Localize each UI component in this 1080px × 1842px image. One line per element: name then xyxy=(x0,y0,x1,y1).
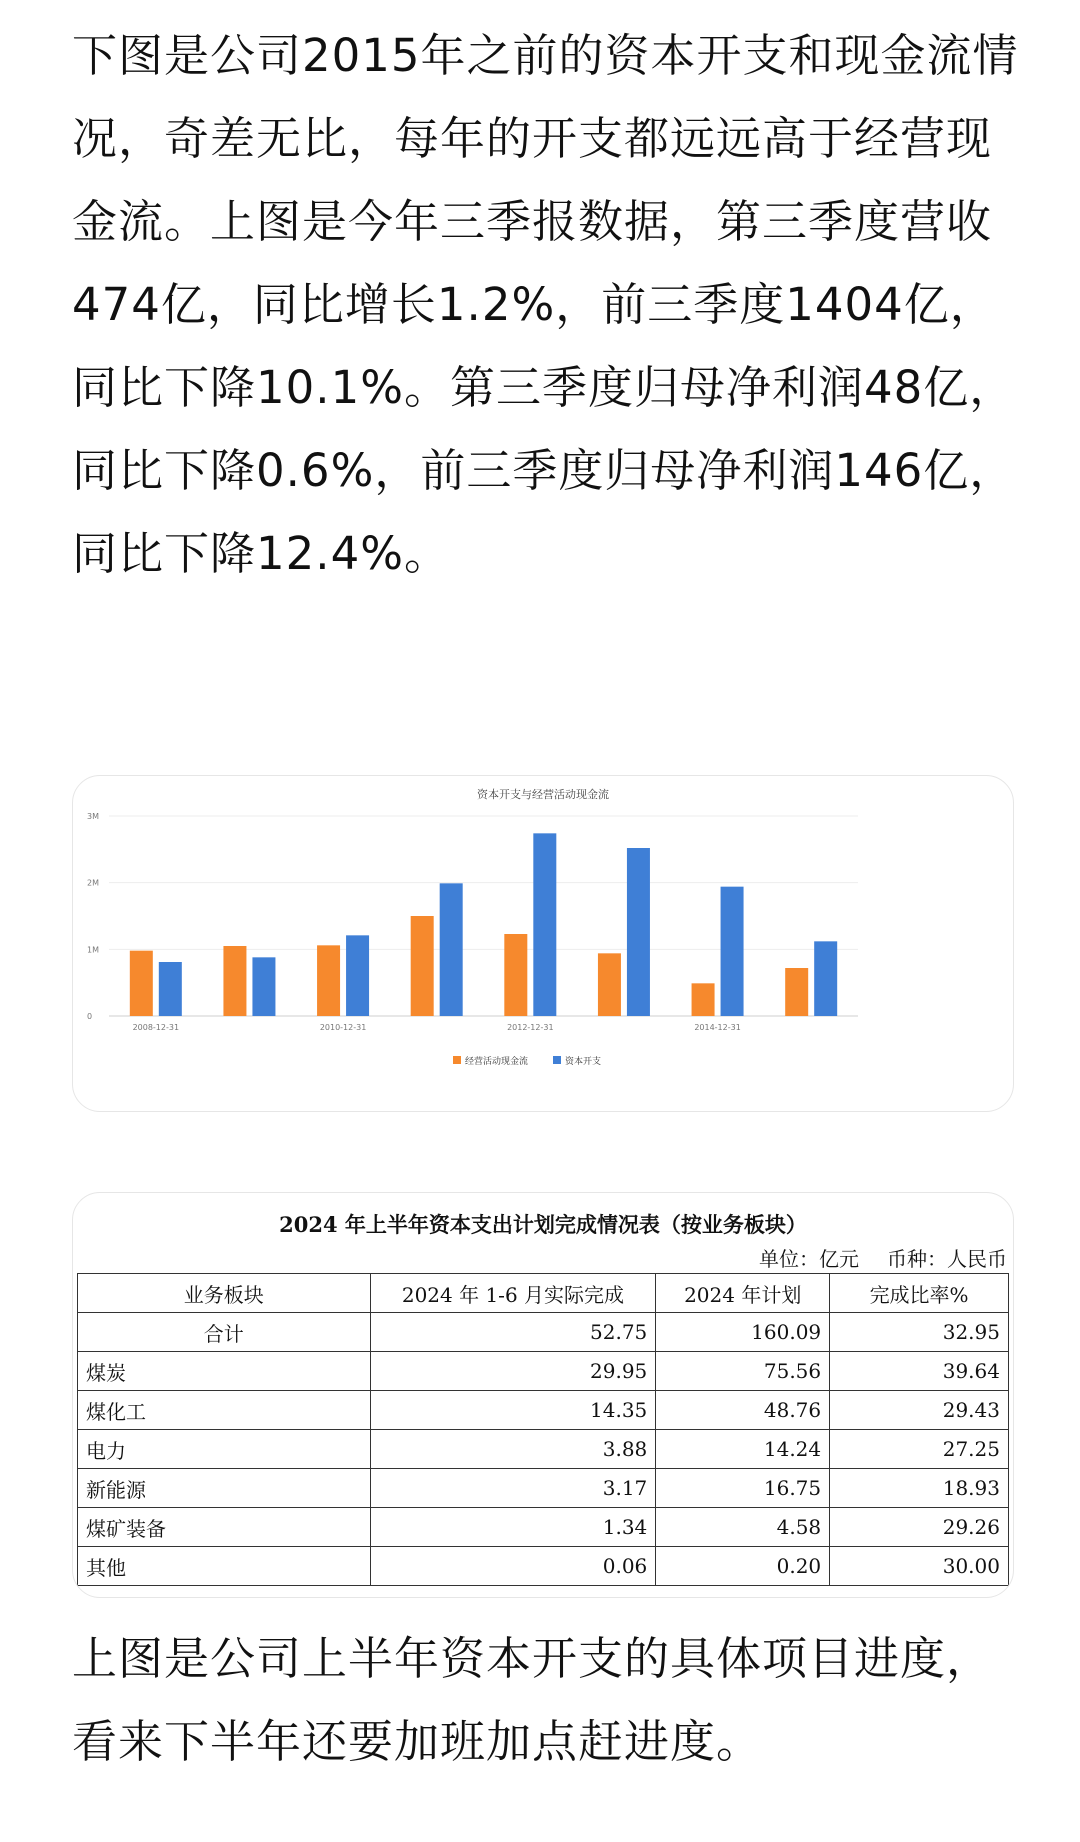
y-tick-label: 3M xyxy=(87,812,99,821)
bar-capex xyxy=(346,935,369,1016)
bar-capex xyxy=(721,887,744,1016)
table-row xyxy=(78,1547,1009,1586)
capex-plan-table-card xyxy=(72,1192,1014,1598)
row-actual: 3.88 xyxy=(370,1430,656,1469)
bar-operating-cashflow xyxy=(130,951,153,1016)
row-actual: 14.35 xyxy=(370,1391,656,1430)
row-plan: 14.24 xyxy=(656,1430,830,1469)
row-ratio: 27.25 xyxy=(830,1430,1009,1469)
closing-paragraph: 上图是公司上半年资本开支的具体项目进度，看来下半年还要加班加点赶进度。 xyxy=(72,1632,993,1768)
row-segment: 电力 xyxy=(78,1430,371,1469)
unit-label: 单位：亿元 xyxy=(759,1247,859,1271)
table-row xyxy=(78,1508,1009,1547)
table-row xyxy=(78,1469,1009,1508)
bar-operating-cashflow xyxy=(785,968,808,1016)
table-header-row xyxy=(78,1274,1009,1313)
row-segment: 煤化工 xyxy=(78,1391,371,1430)
row-plan: 160.09 xyxy=(656,1313,830,1352)
row-ratio: 29.43 xyxy=(830,1391,1009,1430)
row-plan: 75.56 xyxy=(656,1352,830,1391)
legend-label: 经营活动现金流 xyxy=(465,1057,529,1067)
row-plan: 4.58 xyxy=(656,1508,830,1547)
header-actual: 2024 年 1-6 月实际完成 xyxy=(370,1274,656,1313)
row-ratio: 30.00 xyxy=(830,1547,1009,1586)
row-actual: 3.17 xyxy=(370,1469,656,1508)
row-actual: 0.06 xyxy=(370,1547,656,1586)
bar-capex xyxy=(814,941,837,1016)
currency-label: 币种：人民币 xyxy=(887,1247,1007,1271)
y-tick-label: 0 xyxy=(87,1012,93,1021)
row-segment: 煤矿装备 xyxy=(78,1508,371,1547)
bar-operating-cashflow xyxy=(692,983,715,1016)
legend-swatch xyxy=(453,1056,461,1064)
row-actual: 29.95 xyxy=(370,1352,656,1391)
row-ratio: 29.26 xyxy=(830,1508,1009,1547)
table-row xyxy=(78,1430,1009,1469)
x-tick-label: 2008-12-31 xyxy=(132,1023,180,1032)
capex-plan-table xyxy=(77,1273,1009,1586)
intro-paragraph: 下图是公司2015年之前的资本开支和现金流情况，奇差无比，每年的开支都远远高于经营现金流。上图是今年三季报数据，第三季度营收474亿，同比增长1.2%，前三季度1404亿，同比下降10.1%。第三季度归母净利润48亿，同比下降0.6%，前三季度归母净利润146亿，同比下降12.4%。 xyxy=(72,29,1019,580)
row-actual: 1.34 xyxy=(370,1508,656,1547)
capex-cashflow-chart-card xyxy=(72,775,1014,1112)
row-segment: 新能源 xyxy=(78,1469,371,1508)
chart-title: 资本开支与经营活动现金流 xyxy=(477,788,609,801)
bar-capex xyxy=(252,957,275,1016)
x-tick-label: 2012-12-31 xyxy=(507,1023,554,1032)
x-tick-label: 2014-12-31 xyxy=(694,1023,741,1032)
table-row xyxy=(78,1352,1009,1391)
x-tick-label: 2010-12-31 xyxy=(319,1023,367,1032)
bar-capex xyxy=(627,848,650,1016)
row-ratio: 39.64 xyxy=(830,1352,1009,1391)
row-segment: 其他 xyxy=(78,1547,371,1586)
table-title: 2024 年上半年资本支出计划完成情况表（按业务板块） xyxy=(279,1212,807,1237)
capex-cashflow-chart xyxy=(73,776,1013,1111)
bar-operating-cashflow xyxy=(598,953,621,1016)
table-row xyxy=(78,1391,1009,1430)
table-unit-note xyxy=(731,1243,1007,1272)
row-ratio: 32.95 xyxy=(830,1313,1009,1352)
row-plan: 16.75 xyxy=(656,1469,830,1508)
legend-label: 资本开支 xyxy=(565,1057,602,1067)
bar-operating-cashflow xyxy=(317,945,340,1016)
y-tick-label: 2M xyxy=(87,878,99,888)
legend-swatch xyxy=(553,1056,561,1064)
bar-operating-cashflow xyxy=(223,946,246,1016)
row-actual: 52.75 xyxy=(370,1313,656,1352)
bar-capex xyxy=(533,833,556,1016)
table-row xyxy=(78,1313,1009,1352)
row-ratio: 18.93 xyxy=(830,1469,1009,1508)
bar-capex xyxy=(440,883,463,1016)
header-segment: 业务板块 xyxy=(78,1274,371,1313)
header-ratio: 完成比率% xyxy=(830,1274,1009,1313)
header-plan: 2024 年计划 xyxy=(656,1274,830,1313)
row-segment: 合计 xyxy=(78,1313,371,1352)
row-segment: 煤炭 xyxy=(78,1352,371,1391)
y-tick-label: 1M xyxy=(87,945,99,955)
row-plan: 0.20 xyxy=(656,1547,830,1586)
bar-operating-cashflow xyxy=(411,916,434,1016)
row-plan: 48.76 xyxy=(656,1391,830,1430)
bar-operating-cashflow xyxy=(504,934,527,1016)
bar-capex xyxy=(159,962,182,1016)
